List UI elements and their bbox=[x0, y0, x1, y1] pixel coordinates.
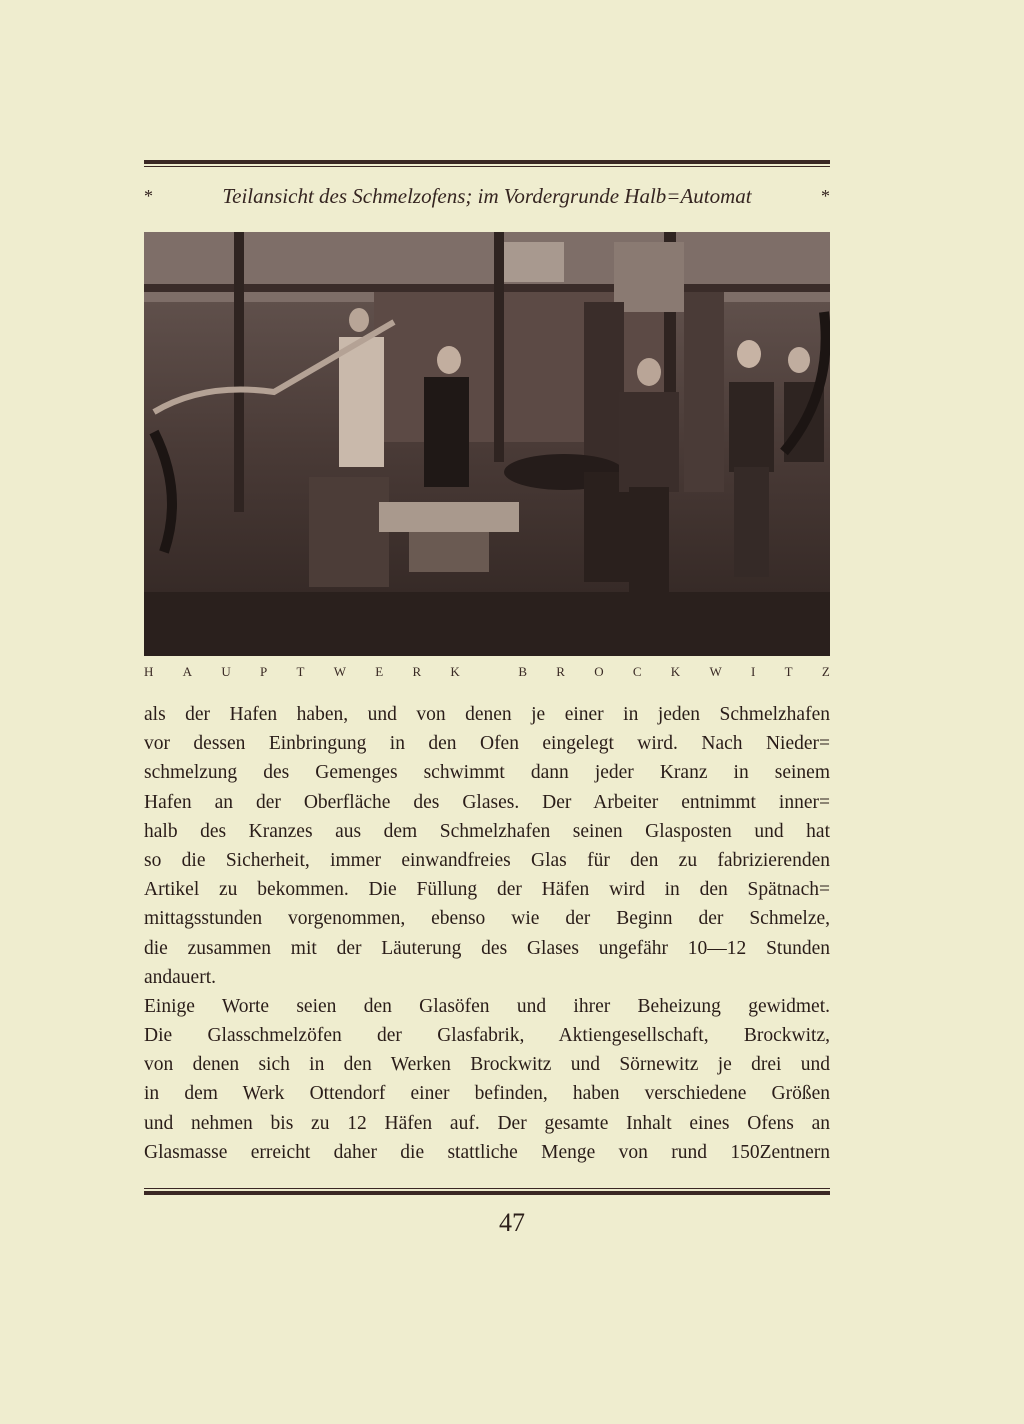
text-line: schmelzung des Gemenges schwimmt dann jeder Kranz in seinem bbox=[144, 762, 830, 784]
text-line: in dem Werk Ottendorf einer befinden, haben verschiedene Größen bbox=[144, 1083, 830, 1105]
body-text bbox=[144, 700, 830, 1167]
text-line: Hafen an der Oberfläche des Glases. Der Arbeiter entnimmt inner= bbox=[144, 791, 830, 813]
label-letter: C bbox=[632, 664, 642, 679]
label-letter: R bbox=[556, 664, 565, 679]
label-letter: W bbox=[333, 664, 346, 679]
label-letter: O bbox=[594, 664, 604, 679]
text-line: und nehmen bis zu 12 Häfen auf. Der gesamte Inhalt eines Ofens an bbox=[144, 1112, 830, 1134]
top-rule bbox=[144, 160, 830, 167]
label-letter: T bbox=[296, 664, 305, 679]
label-letter: Z bbox=[821, 664, 830, 679]
label-letter: A bbox=[182, 664, 193, 679]
text-line: mittagsstunden vorgenommen, ebenso wie der Beginn der Schmelze, bbox=[144, 908, 830, 930]
label-letter: I bbox=[750, 664, 756, 679]
text-line: Artikel zu bekommen. Die Füllung der Häfen wird in den Spätnach= bbox=[144, 879, 830, 901]
label-letter: P bbox=[259, 664, 268, 679]
text-line: so die Sicherheit, immer einwandfreies Glas für den zu fabrizierenden bbox=[144, 849, 830, 871]
text-line: Einige Worte seien den Glasöfen und ihrer Beheizung gewidmet. bbox=[144, 995, 830, 1017]
factory-photo bbox=[144, 232, 830, 656]
page-number: 47 bbox=[499, 1208, 525, 1237]
text-line: die zusammen mit der Läuterung des Glases ungefähr 10—12 Stunden bbox=[144, 937, 830, 959]
label-letter: B bbox=[518, 664, 527, 679]
photo-label bbox=[144, 664, 830, 680]
text-line: halb des Kranzes aus dem Schmelzhafen seinen Glasposten und hat bbox=[144, 820, 830, 842]
label-letter: E bbox=[375, 664, 384, 679]
text-line: Glasmasse erreicht daher die stattliche Menge von rund 150Zentnern bbox=[144, 1141, 830, 1163]
text-line: Die Glasschmelzöfen der Glasfabrik, Aktiengesellschaft, Brockwitz, bbox=[144, 1025, 830, 1047]
label-letter: W bbox=[709, 664, 722, 679]
text-line: andauert. bbox=[144, 966, 217, 988]
caption-text: Teilansicht des Schmelzofens; im Vordergrunde Halb=Automat bbox=[222, 184, 752, 208]
label-letter: U bbox=[221, 664, 231, 679]
caption-star-left: * bbox=[144, 186, 153, 206]
label-letter: K bbox=[670, 664, 681, 679]
label-letter: T bbox=[784, 664, 793, 679]
caption-star-right: * bbox=[821, 186, 830, 206]
label-letter: R bbox=[412, 664, 422, 679]
text-line: als der Hafen haben, und von denen je einer in jeden Schmelzhafen bbox=[144, 704, 830, 725]
text-line: von denen sich in den Werken Brockwitz und Sörnewitz je drei und bbox=[144, 1054, 830, 1076]
label-letter: H bbox=[144, 664, 154, 679]
bottom-rule bbox=[144, 1188, 830, 1195]
photo-caption bbox=[144, 184, 830, 209]
text-line: vor dessen Einbringung in den Ofen eingelegt wird. Nach Nieder= bbox=[144, 733, 830, 755]
label-letter: K bbox=[450, 664, 460, 679]
